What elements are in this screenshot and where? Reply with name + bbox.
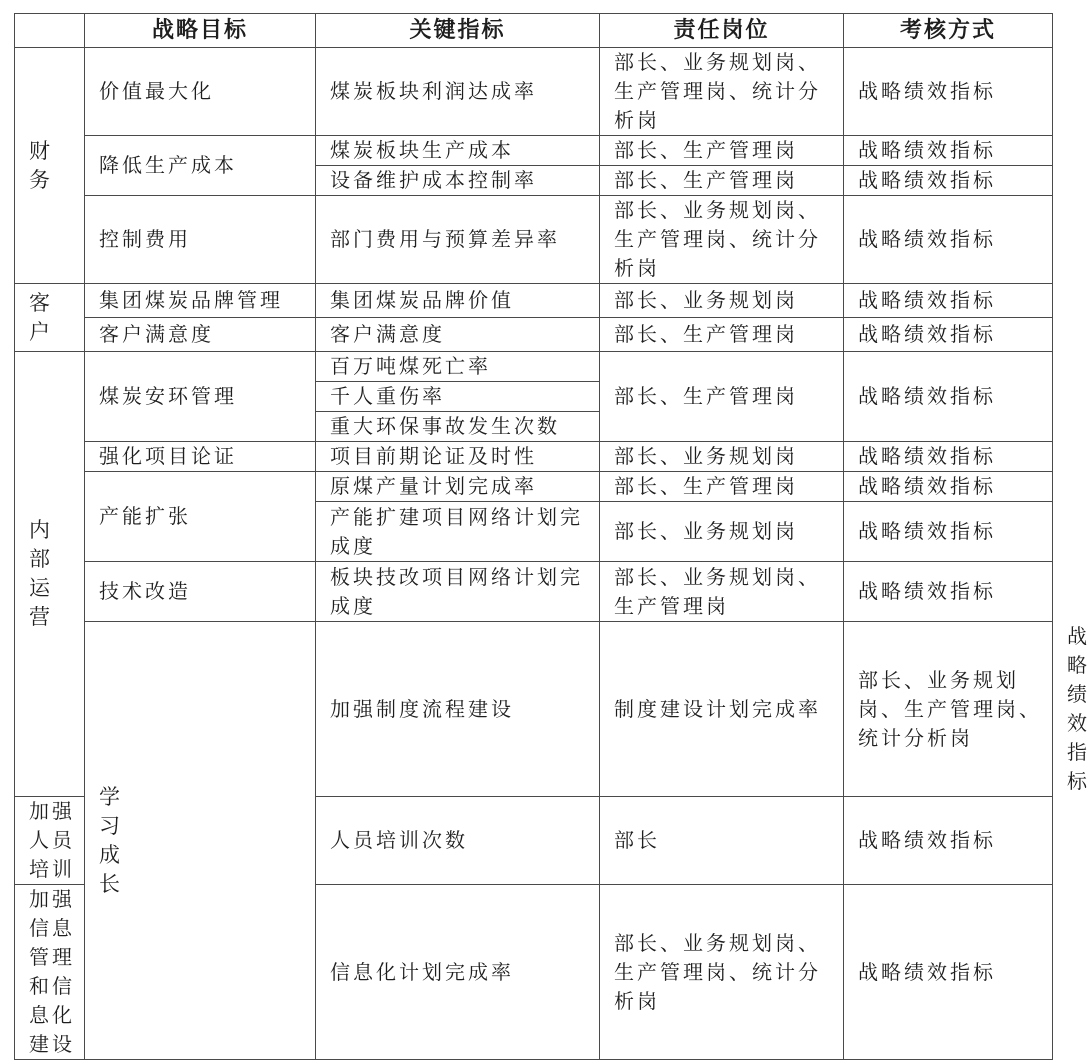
role-cell: 部长、业务规划岗 — [600, 442, 844, 472]
method-cell: 战略绩效指标 — [844, 284, 1053, 318]
role-cell: 部长、业务规划岗、生产管理岗、统计分析岗 — [600, 196, 844, 284]
indicator-cell: 煤炭板块生产成本 — [316, 136, 600, 166]
method-cell: 战略绩效指标 — [844, 502, 1053, 562]
table-row — [15, 136, 1053, 166]
category-internal: 内部运营 — [15, 352, 85, 797]
table-row — [15, 196, 1053, 284]
category-finance: 财务 — [15, 48, 85, 284]
goal-cell: 技术改造 — [85, 562, 316, 622]
role-cell: 部长、生产管理岗 — [600, 318, 844, 352]
method-cell: 战略绩效指标 — [844, 136, 1053, 166]
role-cell: 部长、生产管理岗 — [600, 136, 844, 166]
indicator-cell: 信息化计划完成率 — [316, 885, 600, 1060]
category-customer: 客户 — [15, 284, 85, 352]
goal-cell: 煤炭安环管理 — [85, 352, 316, 442]
table-row: 学习成长 加强制度流程建设 制度建设计划完成率 部长、业务规划岗、生产管理岗、统计分析岗 战略绩效指标 — [15, 622, 1053, 797]
goal-cell: 产能扩张 — [85, 472, 316, 562]
goal-cell: 客户满意度 — [85, 318, 316, 352]
table-row — [15, 284, 1053, 318]
method-cell: 战略绩效指标 — [844, 166, 1053, 196]
indicator-cell: 煤炭板块利润达成率 — [316, 48, 600, 136]
role-cell: 部长 — [600, 797, 844, 885]
goal-cell: 加强制度流程建设 — [316, 622, 600, 797]
role-cell: 部长、生产管理岗 — [600, 352, 844, 442]
role-cell: 部长、生产管理岗 — [600, 472, 844, 502]
indicator-cell: 千人重伤率 — [316, 382, 600, 412]
header-indicator: 关键指标 — [316, 14, 600, 48]
indicator-cell: 人员培训次数 — [316, 797, 600, 885]
method-cell: 战略绩效指标 — [844, 48, 1053, 136]
role-cell: 部长、生产管理岗 — [600, 166, 844, 196]
header-role: 责任岗位 — [600, 14, 844, 48]
table-row — [15, 318, 1053, 352]
method-cell: 战略绩效指标 — [844, 196, 1053, 284]
table-row — [15, 442, 1053, 472]
role-cell: 部长、业务规划岗、生产管理岗、统计分析岗 — [844, 622, 1053, 797]
category-learning: 学习成长 — [85, 622, 316, 1060]
role-cell: 部长、业务规划岗 — [600, 502, 844, 562]
indicator-cell: 制度建设计划完成率 — [600, 622, 844, 797]
kpi-table — [14, 13, 1090, 1060]
goal-cell: 强化项目论证 — [85, 442, 316, 472]
table-row — [15, 352, 1053, 382]
indicator-cell: 设备维护成本控制率 — [316, 166, 600, 196]
table-row — [15, 562, 1053, 622]
goal-cell: 降低生产成本 — [85, 136, 316, 196]
header-row — [15, 14, 1053, 48]
indicator-cell: 客户满意度 — [316, 318, 600, 352]
role-cell: 部长、业务规划岗、生产管理岗、统计分析岗 — [600, 48, 844, 136]
goal-cell: 加强人员培训 — [15, 797, 85, 885]
method-cell: 战略绩效指标 — [844, 797, 1053, 885]
indicator-cell: 部门费用与预算差异率 — [316, 196, 600, 284]
indicator-cell: 产能扩建项目网络计划完成度 — [316, 502, 600, 562]
header-method: 考核方式 — [844, 14, 1053, 48]
indicator-cell: 集团煤炭品牌价值 — [316, 284, 600, 318]
table-row — [15, 48, 1053, 136]
goal-cell: 集团煤炭品牌管理 — [85, 284, 316, 318]
indicator-cell: 项目前期论证及时性 — [316, 442, 600, 472]
method-cell: 战略绩效指标 — [844, 352, 1053, 442]
role-cell: 部长、业务规划岗、生产管理岗 — [600, 562, 844, 622]
method-cell: 战略绩效指标 — [844, 472, 1053, 502]
header-goal: 战略目标 — [85, 14, 316, 48]
role-cell: 部长、业务规划岗、生产管理岗、统计分析岗 — [600, 885, 844, 1060]
method-cell: 战略绩效指标 — [844, 885, 1053, 1060]
method-cell: 战略绩效指标 — [844, 318, 1053, 352]
indicator-cell: 板块技改项目网络计划完成度 — [316, 562, 600, 622]
goal-cell: 加强信息管理和信息化建设 — [15, 885, 85, 1060]
table-row — [15, 472, 1053, 502]
method-cell: 战略绩效指标 — [844, 442, 1053, 472]
indicator-cell: 重大环保事故发生次数 — [316, 412, 600, 442]
header-blank — [15, 14, 85, 48]
method-cell: 战略绩效指标 — [844, 562, 1053, 622]
goal-cell: 控制费用 — [85, 196, 316, 284]
indicator-cell: 百万吨煤死亡率 — [316, 352, 600, 382]
role-cell: 部长、业务规划岗 — [600, 284, 844, 318]
indicator-cell: 原煤产量计划完成率 — [316, 472, 600, 502]
goal-cell: 价值最大化 — [85, 48, 316, 136]
